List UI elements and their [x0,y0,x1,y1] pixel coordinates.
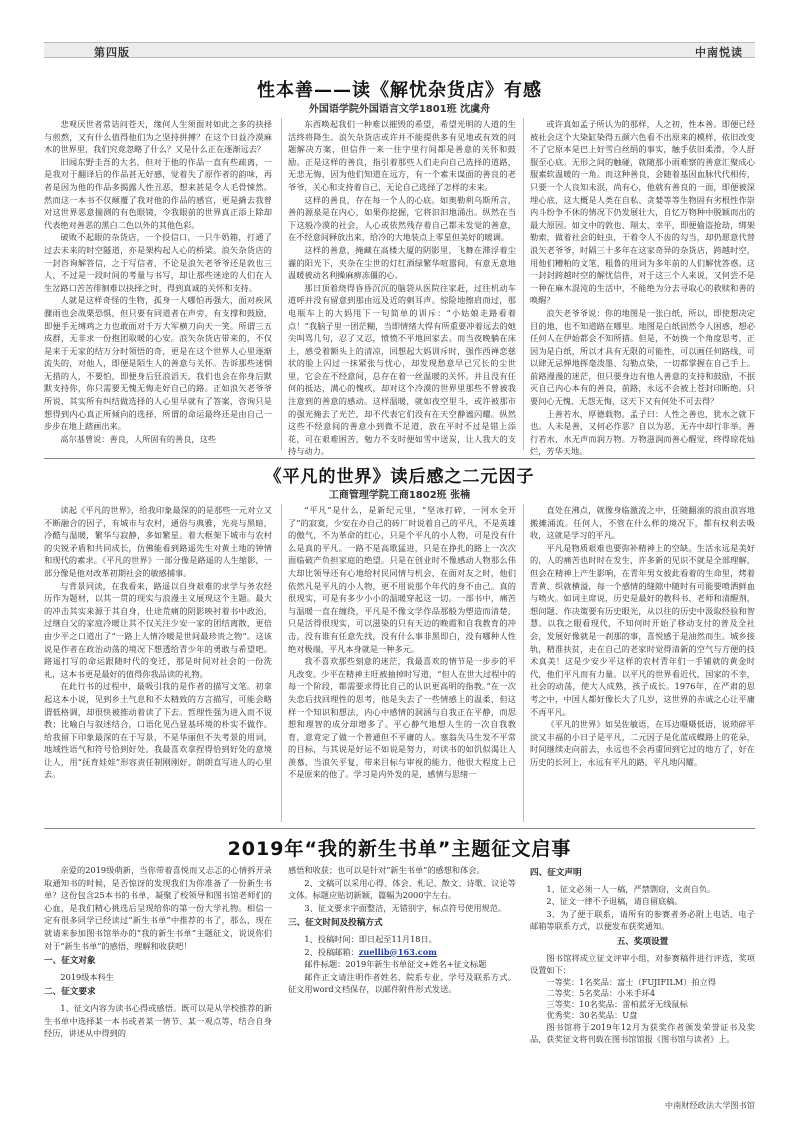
section-body: 2019级本科生 [60,971,114,982]
article1-column-3 [530,118,755,457]
section-item: 邮件标题：2019年新生书单征文+姓名+征文标题 [304,959,487,970]
article3-column-3 [530,864,755,1100]
article1-title: 性本善——读《解忧杂货店》有感 [257,80,542,101]
issue-label: 第四版 [94,46,130,59]
section-heading: 五、奖项设置 [616,936,669,947]
paragraph: 在此行书的过程中，最吸引我的是作者的描写文笔。初拿起这本小说，见到乡土气息和不太精致的方言描写，可能会略谓低格调，却很快被推动着读了下去。哲理性强为进入而不说教；比喻白与叙述结合，口语化见凸显基环境的朴实不做作。给我留下印象最深的在于写景，不是华丽但不失考景的用词，地域性语气和符号恰到好处。我最喜欢拿捏得恰到好处的意境让人，用“抚育娃娃”形容责任制刚刚好，朗朗直写进人的心里去。 [44,681,272,780]
article1-column-1 [44,118,272,450]
section-heading: 一、征文对象 [44,956,96,967]
column-divider [281,504,282,822]
paragraph: “平凡”是什么，是新纪元里，“坚冰打碎，一河水全开了”的寂寞，少安在办自己的砖厂时说着自己的平凡，不是英雄的傲气，不为革命的红心，只是个平凡的小人物，可是没有什么是真的平凡。一路不是高歌猛进，只是在挣扎的路上一次次面临破产负担家庭的绝望。只是在创业时不像感动人物那么伟大却比领导还有心地给村民同情与机会，在面对友之时，他们依然凡是平凡的小人物，更不用说那个年代的身不由己。真的很现实，可是有多少小小的温暖穿起这一切。一部书中，痛苦与温暖一直在缠绕，平凡是不像文学作品那般为塑造而清楚，只是活得很现实，可以滋染的只有天边的晚霞和自我教育的冲击。没有谁有任意先找，没有什么事非黑即白，没有哪种人性绝对极端，平凡本身就是一种多元。 [288,505,516,654]
section-heading: 四、征文声明 [530,868,582,878]
paragraph: 这样的善良，存在每一个人的心底。如奥勒利乌斯所言，善的源泉是在内心，如果你挖掘，它将汩汩地涌出。纵然在当下这般冷漠的社会，人心或依然残存着自己都未发觉的善意，在不经意间释放出来，给冷的大地装点上零星但美好的暖调。 [288,194,516,243]
article2-column-2 [288,504,516,822]
article2-title: 《平凡的世界》读后感之二元因子 [264,467,535,487]
paragraph: 破败不起眼的杂货店，一个投信口，一只牛奶箱，打通了过去未来的时空隧道，亦是架构起人心的桥梁。浪矢杂货店的一封咨询解答信，之于写信者，不论是浪矢老爷爷还是敦也三人，不过是一段时间的考量与书写，却让那些迷途的人们在人生岔路口苦苦徘徊难以抉择之时，得到真诚的关怀和支持。 [44,232,272,293]
article1-byline: 外国语学院外国语言文学1801班 沈虞舟 [308,104,491,115]
intro-paragraph: 亲爱的2019级萌新，当你带着喜悦而又忐忑的心情拆开录取通知书的时候，是否惊讶的发现我们为你准备了一份新生书单？这份包含25本书的书单，凝聚了校领导和图书馆老师们的心血，是我们精心挑选后呈现给你的第一份大学礼物。相信一定有很多同学已经读过“新生书单”中推荐的书了，那么，现在就请来参加图书馆举办的“我的新生书单”主题征文，说说你们对于“新生书单”的感悟、理解和收获吧！ [44,865,272,951]
signature: 中南财经政法大学图书馆 [664,1100,755,1110]
section-item: 图书馆将成立征文评审小组，对参赛稿件进行评选，奖项设置如下： [530,952,755,976]
prize-item: 优秀奖：30名奖品：U盘 [546,1009,638,1020]
section-divider [44,458,755,459]
paragraph: 我不喜欢那些刻意的迷茫，我最喜欢的情节是一步步的平凡改变。少平在精神主旺被抽掉时写道，“但人在世大过程中的每一个阶段，都需要求得比自己的认识更高明的指教。”在一次失恋后找回理性的思考，他是失去了一些情感上的温柔，但这样一个知识和想法，内心中感情的洞涵与自我正在平静，而思想和理智的成分却增多了。平心静气地想人生的一次自我教育，意竟定了做一个普通但不平庸的人。塞翁失马生发不平常的目标，与其说是好运不如说是努力，对读书的如饥似渴让人羡慕，当浪矢平复，带来目标与审视的能力，他很大程度上已不是原来的他了。学习是内外发的是，感情与思绪一 [288,656,516,780]
paragraph: 那日顶着烧得昏昏沉沉的脑袋从医院往家赶，过往机动车道呼并没有留意到那由远及近的刺耳声。惊险地擦肩而过，那电瓶车上的大妈甩下一句简单的训斥：“小姑娘走路看着点！”我脑子里一团茫糊，当即情绪大悍有所重要冲着远去的她尖叫骂几句，忍了又忍，愤愤不平地回家去。而当夜晚躺在床上，感受着额头上的清凉，回想起大妈训斥时，强作西禅恋慈状的脸上闪过一抹紧张与忧心，却发现愁意早已冗长的尘世里，它会在不经意间，总存在着一丝温暖的关怀。并且没有任何的抵达，满心的愧疚，却对这个冷漠的世界里那些不曾被我注意到的善意的感动。这样温暖，就如夜空里斗，或许被那市的强光掩去了光芒，却不代表它们没有在天空静谧闪耀。纵然这些不经意间的善意小到微不足道，放在平时不过是错上添花，可在艰难困苦，勉力不支时便如雪中送炭，让人我大的支持与动力。 [288,282,516,457]
paragraph: 上善若水，厚德载物。孟子曰：人性之善也，犹水之就下也。人未是善，又何必作恶？自以为恶，无卉中却行非举。善行若水，水无声而润万物。万物滋润而善心醒觉，终得琼花灿烂，芳华天地。 [530,408,755,457]
paragraph: 旧闻东野圭吾的大名，但对于他的作品一直有些疏离，一是我对于翻译后的作品甚无好感，觉着失了原作者的韵味，再者是因为他的作品多揭露人性丑恶，想来甚是令人毛骨悚然。然而这一本书不仅颠覆了我对他的作品的感官，更是撬去我曾对这世界恶意揣测的有色眼镜，令我眼前的世界真正添上除却代表绝对善恶的黑白二色以外的其他色彩。 [44,156,272,230]
article3-column-1 [44,864,272,1097]
paragraph: 高尔基曾说：善良，人所固有的善良，这些 [60,433,216,444]
paragraph: 《平凡的世界》如吴佐敏语，在耳边嗫嗫低语，说琐碎平淡又丰福的小日子是平凡，二元因子是化蓝成蝶路上的花朵，时间继续走向前去，永远也不会再重回到它过的地方了，好在历史的长河上，永远有平凡的路，平凡地闪耀。 [530,719,755,767]
prize-item: 一等奖：1名奖品：富士（FUJIFILM）拍立得 [546,976,717,987]
article2-column-3 [530,504,755,822]
paragraph: 人就是这样奇怪的生物，孤身一人哪怕再强大，面对疾风骤雨也会战栗恐惧，但只要有同道者在声旁，有支撑和鼓励，即便手无缚鸡之力也敢面对千万大军横刀向天一笑。所谓三五成群，无非求一份抱团取暖的心安。浪矢杂货店带来的，不仅是来于无家的结万分时领悟的奇，更是在这个世界人心里逐渐流失的，对他人，即便是陌生人的善意与关怀。告诉那些迷惘无措的人，不要怕，即便身后狂浪滔天，我们也会在你身后默默支持你，你只需要无愧无悔走好自己的路。正如浪矢老爷爷所说，其实所有纠结做选择的人心里早就有了答案，咨询只是想得到内心真正所倾向的选择，所谓的命运最终还是由自己一步步在地上踏画出来。 [44,295,272,432]
section-item: 2、征文一律不予退稿，请自留底稿。 [546,896,683,907]
header-band [44,42,755,58]
article3-column-2 [288,864,516,1097]
section-item: 图书馆将于2019年12月为获奖作者颁发荣誉证书及奖品，获奖征文将刊载在图书馆馆报《图书馆与读者》上。 [530,1021,755,1045]
column-divider [523,118,524,450]
section-divider [44,828,755,829]
column-divider [281,118,282,450]
section-item: 3、征文要求字面整洁，无错别字，标点符号使用规范。 [304,902,507,913]
paragraph: 读起《平凡的世界》，给我印象最深的的是那些一元对立又不断融合的因子，有城市与农村，通俗与典雅，光亮与黑暗，冷酷与温暖，繁华与寂静，多如繁星。着大框架下城市与农村的尖锐矛盾和共同成长，仿佛能看到路遥先生对黄土地的钟情和现代的素求。《平凡的世界》一部分像是路遥的人生缩影，一部分像是他对改革初期社会的敏感捕事。 [44,505,272,578]
email-link[interactable]: zuellib@163.com [358,946,437,957]
section-heading: 二、征文要求 [44,987,96,998]
article3-title: 2019年“我的新生书单”主题征文启事 [227,838,572,860]
section-item: 1、征文必须一人一稿，严禁剽窃，文责自负。 [546,883,716,894]
paper-name: 中南悦读 [695,46,743,59]
paragraph: 与背景同读，在我看来，路遥以自身艰难的求学与务农经历作为题材，以其一贯的现实与浪漫主义展现这个主题。最大的冲击其实来源于其自身，仕途荒痛的阴影映衬着书中政治，过继自父的家庭冷暖让其不仅关注少安一家的团结离散，更倍由少平之口道出了“一路上人情冷暖是世间最珍贵之物”。这该说是作者在政治动荡的境况下想透给青少年的勇敢与希望吧。路遥打写的命运跟随时代的变迁，那是时间对社会的一份洗礼，这本书更是最好的值得你我品读的礼物。 [44,580,272,679]
paragraph: 浪矢老爷爷说：你的地图是一张白纸，所以，即使想决定目的地，也不知道路在哪里。地图是白纸固然令人困惑，想必任何人在伊始都会不知所措。但是，不妨换一个角度思考，正因为是白纸，所以才具有无限的可能性，可以画任何路线，可以肆无忌惮地挥毫泼墨、勾勒点染，一切都掌握在自己手上。前路漫漫的迷茫，但只要身边有他人善意的支持和鼓励，不抿灭自己内心本有的善良，前路，永远不会被上苍封印断绝。只要问心无愧、无怨无悔，这天下又有何处不可去得？ [530,307,755,407]
paragraph: 悲观厌世者常诘问苍天，缘何人生须面对如此之多的抉择与煎熬，又有什么值得他们为之坚持拼搏？在这个日益冷漠麻木的世界里，我们究竟忽略了什么？又是什么正在逐渐远去？ [44,119,272,155]
section-item [288,946,516,959]
prize-item: 三等奖：10名奖品：雷柏蓝牙无线鼠标 [546,998,688,1009]
article2-column-1 [44,504,272,822]
email-label: 2、投稿邮箱： [304,946,359,957]
section-item: 1、投稿时间：即日起至11月18日。 [304,933,437,944]
paragraph: 直处在沸点，就像身临激流之中，任随翻滚的浪由浪容地搬摊涌流。任何人，不管在什么样的境况下，都有权利去吸收，这就是学习的平凡。 [530,505,755,541]
section-item: 1、征文内容为读书心得或感悟。既可以是从学校推荐的新生书单中选择某一本书或者某一情节、某一观点等，结合自身经历，讲述从中得到的 [44,1002,272,1039]
paragraph: 这样的善意，掩藏在高楼大厦的阴影里，飞舞在滞浮着尘霾的阳光下，夹杂在尘世的灯红酒绿繁华喧嚣间，有意无意地温暖被动名利操麻痹冻僵的心。 [288,244,516,281]
section-item: 邮件正文请注明作者姓名、院系专业、学号及联系方式。征文用word文档保存，以邮件附件形式发送。 [288,971,516,995]
paragraph: 东西唤起我们一种难以摧毁的希望，希望光明的人道的生活终将降生。浪矢杂货店或许并不能提供多有见地或有效的问题解决方案，但信件一来一往字里行间都是善意的关怀和鼓励。正是这样的善良，指引着那些人们走向自己选择的道路，无悲无悔，因为他们知道在远方，有一个素未谋面的善良的老爷爷，关心和支持着自己，无论自己选择了怎样的未来。 [288,119,516,192]
section-item: 3、为了便于联系，请所有的参赛者务必附上电话、电子邮箱等联系方式，以便发布获奖通知。 [530,908,755,932]
section-heading: 三、征文时间及投稿方式 [288,918,383,929]
section-item: 2、文稿可以采用心得、体会、札记、散文、诗歌、议论等文体。标题应贴切新颖，篇幅为2000字左右。 [288,877,516,901]
article1-column-2 [288,118,516,457]
article2-byline: 工商管理学院工商1802班 张楠 [328,490,471,501]
paragraph: 或许真如孟子所认为的那样，人之初，性本善。即便已经被社会这个大染缸染得五颜六色看不出原来的模样，依旧改变不了它原本是巴上好雪白丝绢的事实，触手依旧柔滑，令人舒服至心底。无形之间的触碰，就随那小雨难察的善意汇聚成心服素软温暖的一角。而这种善良，会随着基因血脉代代相传，只要一个人良知未泯，尚有心，他就有善良的一面，即便被深埋心底，这大概是人类在自私、贪婪等等生物固有劣根性作崇内斗纷争不休的情况下仍发展壮大，自忆万物种中脱颖而出的最大原因。如文中的敦也、翔太、幸平，即便偷盗抢劫，绑架勒索，做着社会的蛀虫，干着令人不齿的勾当，却仍愿意代替浪矢老爷爷，时隔三十多年在这家奇异的杂货店，跨越时空，用他们糟粕的文笔，粗鲁的用词为多年前的人们解忧答惑。这一封封跨越时空的解忧信件，对于这三个人来说，又何尝不是一种在麻木混沌的生活中，不能绝为分去寻取心的救赎和善的唤醒？ [530,119,755,306]
column-divider [523,504,524,822]
prize-item: 二等奖：5名奖品：小米手环4 [546,987,656,998]
section-item-continued: 感悟和收获；也可以是针对“新生书单”的感想和体会。 [288,865,485,875]
paragraph: 平凡是物质艰难也要弥补精神上的空缺。生活永远是美好的，人的痛苦也时时在发生，许多新的见识不就是全部理解，但会在精神上产生影响，在青年男女彼此看着的生命里，烤着青黄、织就横溢，每一个感情的缝隙中随时有可能要喷洒鲜血与喷火。如词主席说，历史是最好的教科书、老师和清醒剂，想问题、作决策要有历史眼光，从以往的历史中汲取经验和智慧。以我之眼看现代，不知何时开始了移动支付的普及全社会，发展好像就是一刹那的事，喜悦感于是油然而生。城乡接轨，精准扶贫，走在自己的老家时觉得清新的空气与方便的技术真美！这是少安少平这样的农村青年们一手铺就的黄金时代，他们平凡而有力量。以平凡的世界看近代，国家的不幸，社会的动荡，使大人成熟，孩子成长。1976年，在严肃的思考之中，中国人都好像长大了几岁，这世界的赤诚之心让平庸不再平凡。 [530,542,755,717]
